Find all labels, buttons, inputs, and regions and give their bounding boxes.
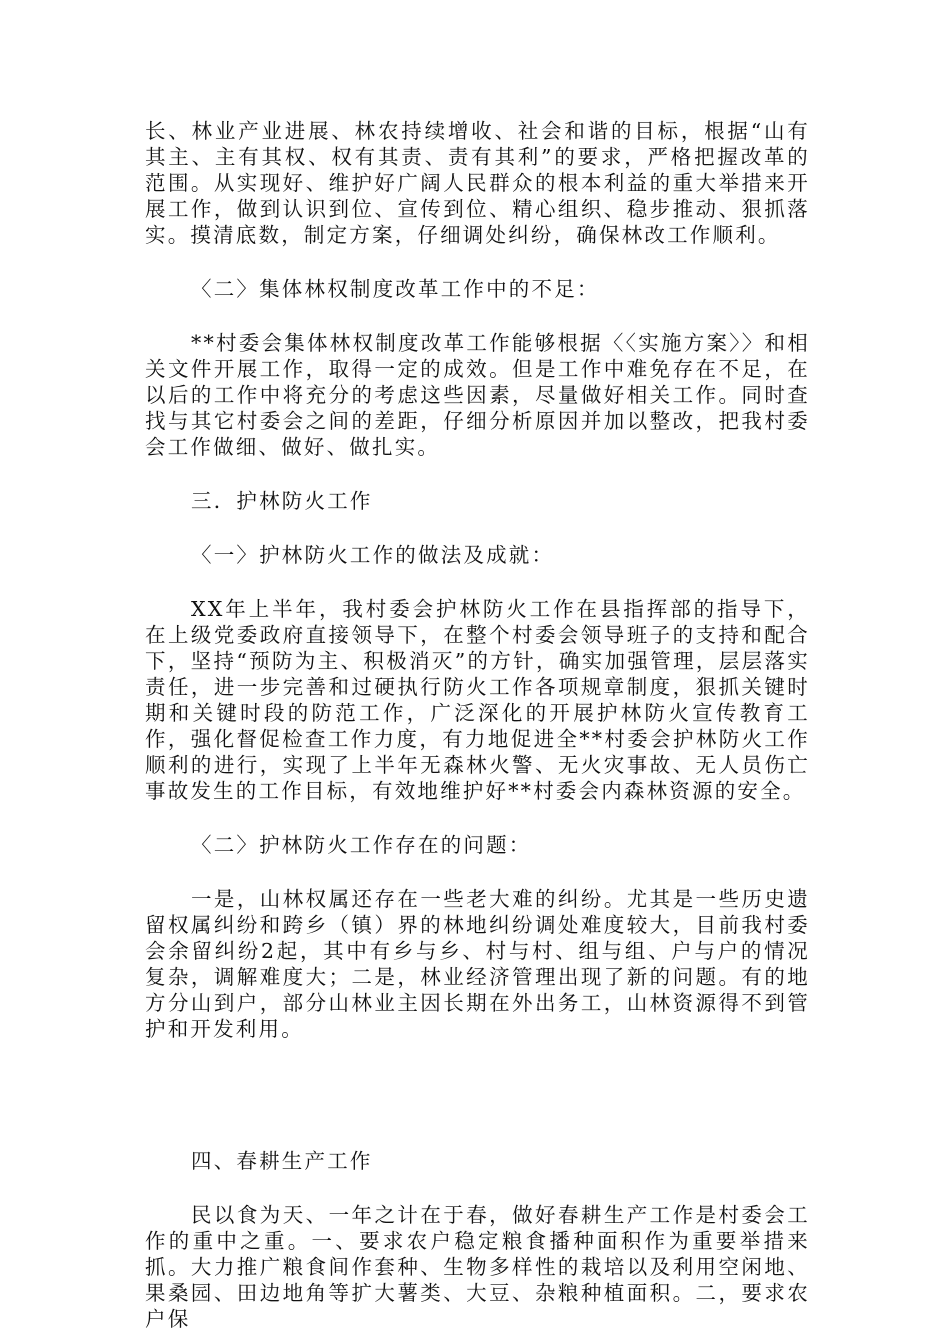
subheading-fire-prevention-achievements: 〈一〉护林防火工作的做法及成就： [191,543,555,567]
subheading-fire-prevention-problems: 〈二〉护林防火工作存在的问题： [191,833,532,857]
section-heading-spring-farming: 四、春耕生产工作 [191,1149,373,1173]
paragraph-fire-prevention-achievements: XX年上半年，我村委会护林防火工作在县指挥部的指导下，在上级党委政府直接领导下，在整个村委会领导班子的支持和配合下，坚持“预防为主、积极消灭”的方针，确实加强管理，层层落实责任，进一步完善和过硬执行防火工作各项规章制度，狠抓关键时期和关键时段的防范工作，广泛深化的开展护林防火宣传教育工作，强化督促检查工作力度，有力地促进全**村委会护林防火工作顺利的进行，实现了上半年无森林火警、无火灾事故、无人员伤亡事故发生的工作目标，有效地维护好**村委会内森林资源的安全。 [145,597,810,803]
paragraph-continuation: 长、林业产业进展、林农持续增收、社会和谐的目标，根据“山有其主、主有其权、权有其责、责有其利”的要求，严格把握改革的范围。从实现好、维护好广阔人民群众的根本利益的重大举措来开展工作，做到认识到位、宣传到位、精心组织、稳步推动、狠抓落实。摸清底数，制定方案，仔细调处纠纷，确保林改工作顺利。 [145,119,810,247]
document-page [145,118,810,1332]
subheading-shortcomings: 〈二〉集体林权制度改革工作中的不足： [191,277,600,301]
paragraph-shortcomings: **村委会集体林权制度改革工作能够根据〈〈实施方案〉〉和相关文件开展工作，取得一定的成效。但是工作中难免存在不足，在以后的工作中将充分的考虑这些因素，尽量做好相关工作。同时查找与其它村委会之间的差距，仔细分析原因并加以整改，把我村委会工作做细、做好、做扎实。 [145,331,810,459]
paragraph-fire-prevention-problems: 一是，山林权属还存在一些老大难的纠纷。尤其是一些历史遗留权属纠纷和跨乡（镇）界的林地纠纷调处难度较大，目前我村委会余留纠纷2起，其中有乡与乡、村与村、组与组、户与户的情况复杂，调解难度大；二是，林业经济管理出现了新的问题。有的地方分山到户，部分山林业主因长期在外出务工，山林资源得不到管护和开发利用。 [145,887,810,1041]
section-heading-fire-prevention: 三．护林防火工作 [191,489,373,513]
paragraph-spring-farming: 民以食为天、一年之计在于春，做好春耕生产工作是村委会工作的重中之重。一、要求农户稳定粮食播种面积作为重要举措来抓。大力推广粮食间作套种、生物多样性的栽培以及利用空闲地、果桑园、田边地角等扩大薯类、大豆、杂粮种植面积。二，要求农户保 [145,1203,810,1331]
